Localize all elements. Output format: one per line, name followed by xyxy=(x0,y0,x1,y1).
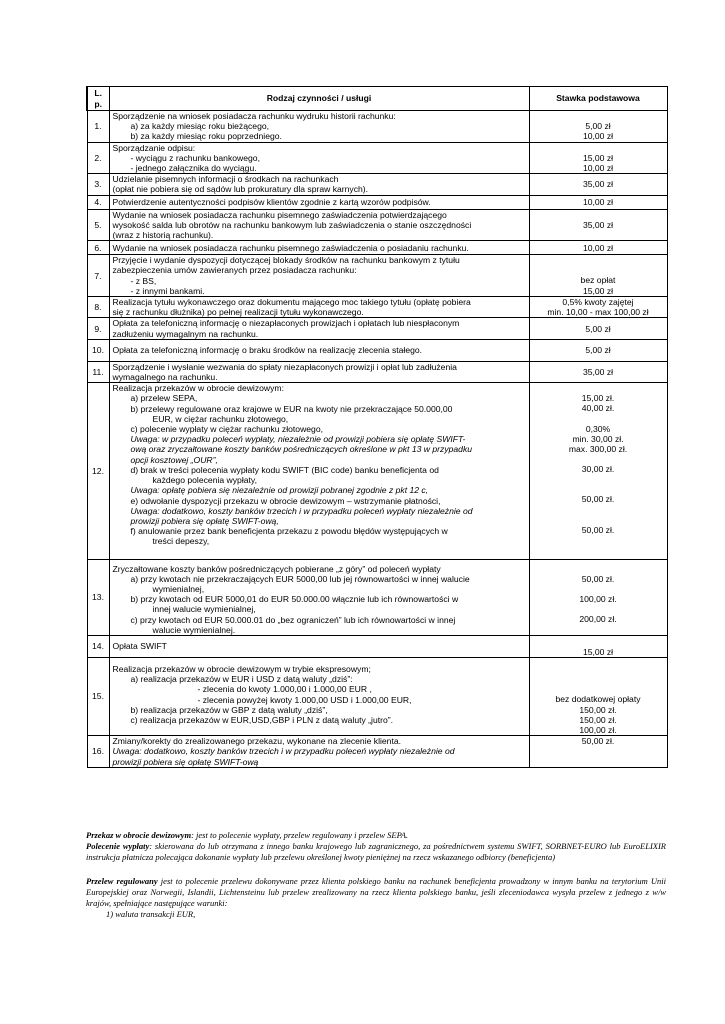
desc-line: a) za każdy miesiąc roku bieżącego, xyxy=(130,121,270,132)
row-rate: 15,00 zł xyxy=(529,635,667,657)
rate-value: min. 30,00 zł. xyxy=(572,433,624,444)
row-description xyxy=(109,142,529,174)
row-description: Opłata SWIFT xyxy=(109,635,529,657)
row-description xyxy=(109,318,529,339)
desc-line: zadłużeniu wymagalnym na rachunku. xyxy=(112,328,259,339)
rate-value: 0,5% kwoty zajętej xyxy=(562,297,634,308)
desc-note: prowizji pobiera się opłatę SWIFT-ową xyxy=(112,756,259,767)
row-number: 3. xyxy=(87,174,109,195)
row-rate xyxy=(529,111,667,143)
desc-note: opcji kosztowej „OUR”, xyxy=(130,454,218,465)
row-description xyxy=(109,657,529,735)
table-row xyxy=(87,635,667,657)
desc-line: Sporządzanie odpisu: xyxy=(112,142,196,153)
desc-line: - zlecenia do kwoty 1.000,00 i 1.000,00 EUR , xyxy=(197,684,372,695)
row-rate: 5,00 zł xyxy=(529,339,667,361)
rate-value: 150,00 zł. xyxy=(579,704,617,715)
desc-line: d) brak w treści polecenia wypłaty kodu SWIFT (BIC code) banku beneficjenta od xyxy=(130,464,439,475)
row-rate xyxy=(529,559,667,635)
desc-note: Uwaga: opłatę pobiera się niezależnie od prowizji pobranej zgodnie z pkt 12 c, xyxy=(130,485,429,496)
row-number: 13. xyxy=(87,559,109,635)
row-rate: 10,00 zł xyxy=(529,195,667,209)
desc-line: (opłat nie pobiera się od sądów lub prokuratury dla spraw karnych). xyxy=(112,184,369,195)
desc-line: Zryczałtowane koszty banków pośredniczących pobierane „z góry” od poleceń wypłaty xyxy=(112,563,441,574)
row-rate: 5,00 zł xyxy=(529,318,667,339)
row-number: 11. xyxy=(87,361,109,382)
desc-line: a) przelew SEPA, xyxy=(130,393,198,404)
rate-value: 100,00 zł. xyxy=(579,593,617,604)
rate-value: 40,00 zł. xyxy=(581,403,615,414)
desc-line: się z rachunku dłużnika) po pełnej realizacji tytułu wykonawczego. xyxy=(112,307,364,318)
row-description xyxy=(109,209,529,241)
desc-note: ową oraz zryczałtowane koszty banków pośredniczących określone w pkt 13 w przypadku xyxy=(130,444,473,455)
row-description: Opłata za telefoniczną informację o braku środków na realizację zlecenia stałego. xyxy=(109,339,529,361)
note-transfer-definition xyxy=(86,830,666,841)
row-number: 6. xyxy=(87,241,109,255)
desc-line: każdego polecenia wypłaty, xyxy=(152,475,257,486)
row-rate xyxy=(529,297,667,318)
rate-value: 50,00 zł. xyxy=(581,494,615,505)
desc-line: Realizacja przekazów w obrocie dewizowym: xyxy=(112,383,284,394)
desc-line: Wydanie na wniosek posiadacza rachunku pisemnego zaświadczenia potwierdzającego xyxy=(112,209,447,220)
desc-line: b) przy kwotach od EUR 5000,01 do EUR 50.000.00 włącznie lub ich równowartości w xyxy=(130,594,459,605)
desc-line: Sporządzenie i wysłanie wezwania do spłaty niezapłaconych prowizji i opłat lub zadłużenia xyxy=(112,361,457,372)
rate-value: 0,30% xyxy=(585,423,611,434)
table-row xyxy=(87,174,667,195)
desc-note: prowizji pobiera się opłatę SWIFT-ową, xyxy=(130,515,279,526)
desc-line: Udzielanie pisemnych informacji o środkach na rachunkach xyxy=(112,174,339,185)
desc-line: - z BS, xyxy=(130,275,157,286)
row-description: Wydanie na wniosek posiadacza rachunku pisemnego zaświadczenia o posiadaniu rachunku. xyxy=(109,241,529,255)
desc-line: Realizacja tytułu wykonawczego oraz dokumentu mającego moc takiego tytułu (opłatę pobiera xyxy=(112,297,471,308)
row-description: Potwierdzenie autentyczności podpisów klientów zgodnie z kartą wzorów podpisów. xyxy=(109,195,529,209)
table-row xyxy=(87,111,667,143)
desc-line: wymienialnej, xyxy=(152,583,205,594)
rate-value: 50,00 zł. xyxy=(581,573,615,584)
row-number: 12. xyxy=(87,383,109,559)
desc-line: c) przy kwotach od EUR 50.000.01 do „bez ograniczeń” lub ich równowartości w innej xyxy=(130,614,456,625)
row-number: 16. xyxy=(87,736,109,768)
note-condition-item: 1) waluta transakcji EUR, xyxy=(106,909,196,920)
desc-line: innej walucie wymienialnej, xyxy=(152,604,256,615)
note-term: Przelew regulowany xyxy=(86,875,158,886)
table-row xyxy=(87,195,667,209)
note-term: Polecenie wypłaty xyxy=(86,841,150,852)
desc-line: a) realizacja przekazów w EUR i USD z datą waluty „dziś”: xyxy=(130,674,353,685)
row-number: 5. xyxy=(87,209,109,241)
desc-line: (wraz z historią rachunku). xyxy=(112,230,214,241)
fee-table xyxy=(86,86,668,768)
row-number: 1. xyxy=(87,111,109,143)
rate-value: bez opłat xyxy=(580,275,616,286)
row-number: 7. xyxy=(87,255,109,297)
rate-value: 200,00 zł. xyxy=(579,613,617,624)
note-text: : jest to polecenie wypłaty, przelew regulowany i przelew SEPA. xyxy=(191,830,409,840)
row-rate: 35,00 zł xyxy=(529,209,667,241)
row-number: 14. xyxy=(87,635,109,657)
row-number: 9. xyxy=(87,318,109,339)
rate-value: 100,00 zł. xyxy=(579,724,617,735)
row-rate: 50,00 zł. xyxy=(529,736,667,768)
table-row xyxy=(87,383,667,559)
row-number: 2. xyxy=(87,142,109,174)
row-number: 15. xyxy=(87,657,109,735)
desc-line: Przyjęcie i wydanie dyspozycji dotyczącej blokady środków na rachunku bankowym z tytułu xyxy=(112,255,460,266)
rate-value: 10,00 zł xyxy=(582,162,614,173)
desc-line: - z innymi bankami. xyxy=(130,285,205,296)
note-term: Przekaz w obrocie dewizowym xyxy=(86,830,192,840)
desc-line: - wyciągu z rachunku bankowego, xyxy=(130,152,260,163)
row-description xyxy=(109,559,529,635)
row-description xyxy=(109,297,529,318)
row-rate xyxy=(529,142,667,174)
rate-value: 5,00 zł xyxy=(585,121,611,132)
header-service: Rodzaj czynności / usługi xyxy=(109,87,529,111)
rate-value: 150,00 zł. xyxy=(579,714,617,725)
row-number: 8. xyxy=(87,297,109,318)
table-row xyxy=(87,657,667,735)
row-rate xyxy=(529,255,667,297)
table-row xyxy=(87,209,667,241)
row-number: 4. xyxy=(87,195,109,209)
note-text: : skierowana do lub otrzymana z innego banku krajowego lub zagranicznego, za pośrednictwem systemu SWIFT, SORBNET-EURO lub EuroELIXIR instrukcja płatnicza polecająca dokonanie wypłaty lub przelewu określonej kwoty pieniężnej na rzecz wskazanego odbiorcy (beneficjenta) xyxy=(86,841,666,863)
table-row xyxy=(87,736,667,768)
row-number: 10. xyxy=(87,339,109,361)
desc-line: Realizacja przekazów w obrocie dewizowym w trybie ekspresowym; xyxy=(112,663,371,674)
desc-line: - zlecenia powyżej kwoty 1.000,00 USD i 1.000,00 EUR, xyxy=(197,694,412,705)
desc-line: c) realizacja przekazów w EUR,USD,GBP i PLN z datą waluty „jutro”. xyxy=(130,714,394,725)
row-rate: 35,00 zł xyxy=(529,361,667,382)
desc-line: f) anulowanie przez bank beneficjenta przekazu z powodu błędów występujących w xyxy=(130,526,448,537)
table-row xyxy=(87,361,667,382)
desc-line: c) polecenie wypłaty w ciężar rachunku złotowego, xyxy=(130,424,323,435)
row-description xyxy=(109,361,529,382)
desc-line: Sporządzenie na wniosek posiadacza rachunku wydruku historii rachunku: xyxy=(112,111,396,121)
row-description xyxy=(109,111,529,143)
definitions-notes xyxy=(86,830,666,920)
row-description xyxy=(109,736,529,768)
row-rate xyxy=(529,383,667,559)
rate-value: 30,00 zł. xyxy=(581,464,615,475)
rate-value: 15,00 zł. xyxy=(581,393,615,404)
desc-note: Uwaga: dodatkowo, koszty banków trzecich i w przypadku poleceń wypłaty niezależnie od xyxy=(112,746,455,757)
note-payment-order-definition xyxy=(86,841,666,863)
desc-note: Uwaga: w przypadku poleceń wypłaty, niezależnie od prowizji pobiera się opłatę SWIFT- xyxy=(130,434,466,445)
rate-value: 15,00 zł xyxy=(582,285,614,296)
note-text: jest to polecenie przelewu dokonywane przez klienta polskiego banku na rachunek beneficjenta prowadzony w innym banku na terytorium Unii Europejskiej oraz Norwegii, Islandii, Lichtensteinu lub przelew zrealizowany na rzecz klienta polskiego banku, jeśli zleceniodawca wysyła przelew z jednego z w/w krajów, spełniające następujące warunki: xyxy=(86,875,666,909)
table-row xyxy=(87,297,667,318)
desc-line: Zmiany/korekty do zrealizowanego przekazu, wykonane na zlecenie klienta. xyxy=(112,736,402,747)
desc-line: a) przy kwotach nie przekraczających EUR 5000,00 lub jej równowartości w innej walucie xyxy=(130,573,470,584)
desc-line: wymagalnego na rachunku. xyxy=(112,372,218,383)
table-row xyxy=(87,339,667,361)
table-header-row xyxy=(87,87,667,111)
desc-line: EUR, w ciężar rachunku złotowego, xyxy=(152,413,289,424)
desc-line: e) odwołanie dyspozycji przekazu w obrocie dewizowym – wstrzymanie płatności, xyxy=(130,495,441,506)
table-row xyxy=(87,318,667,339)
header-lp: L. p. xyxy=(87,87,109,111)
desc-line: walucie wymienialnej. xyxy=(152,624,236,635)
row-description xyxy=(109,255,529,297)
desc-line: b) za każdy miesiąc roku poprzedniego. xyxy=(130,131,282,142)
rate-value: bez dodatkowej opłaty xyxy=(555,694,641,705)
rate-value: 50,00 zł. xyxy=(581,524,615,535)
rate-value: 10,00 zł xyxy=(582,131,614,142)
row-description xyxy=(109,383,529,559)
desc-line: wysokość salda lub obrotów na rachunku bankowym lub zaświadczenia o stanie oszczędności xyxy=(112,219,472,230)
table-row xyxy=(87,142,667,174)
table-row xyxy=(87,241,667,255)
note-regulated-transfer-definition xyxy=(86,876,666,910)
rate-value: 15,00 zł xyxy=(582,152,614,163)
desc-line: b) realizacja przekazów w GBP z datą waluty „dziś”, xyxy=(130,704,328,715)
table-row xyxy=(87,559,667,635)
row-rate: 10,00 zł xyxy=(529,241,667,255)
desc-line: zabezpieczenia umów zawieranych przez posiadacza rachunku: xyxy=(112,265,357,276)
table-row xyxy=(87,255,667,297)
rate-value: min. 10,00 - max 100,00 zł xyxy=(547,307,649,318)
row-rate xyxy=(529,657,667,735)
header-rate: Stawka podstawowa xyxy=(529,87,667,111)
row-description xyxy=(109,174,529,195)
desc-line: Opłata za telefoniczną informację o niezapłaconych prowizjach i opłatach lub niespłaconym xyxy=(112,318,460,329)
rate-value: max. 300,00 zł. xyxy=(568,444,628,455)
row-rate: 35,00 zł xyxy=(529,174,667,195)
desc-line: b) przelewy regulowane oraz krajowe w EUR na kwoty nie przekraczające 50.000,00 xyxy=(130,403,453,414)
desc-line: - jednego załącznika do wyciągu. xyxy=(130,163,257,174)
desc-line: treści depeszy, xyxy=(152,536,210,547)
desc-note: Uwaga: dodatkowo, koszty banków trzecich i w przypadku poleceń wypłaty niezależnie od xyxy=(130,505,473,516)
